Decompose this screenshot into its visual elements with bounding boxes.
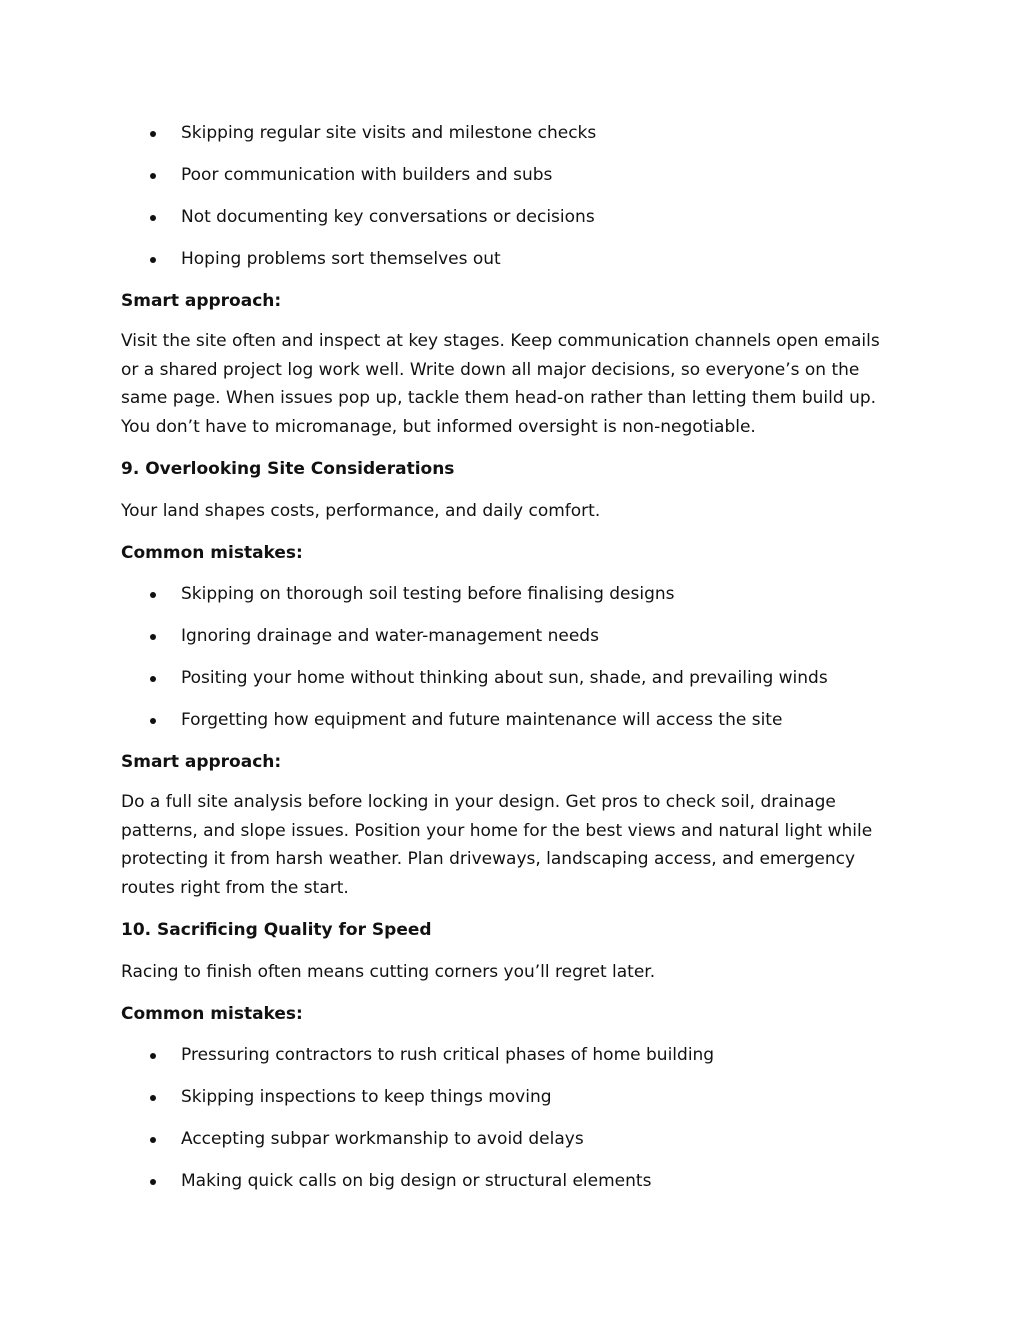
list-item-text: Poor communication with builders and subs: [181, 165, 553, 185]
bullet-icon: [150, 718, 156, 724]
bullet-icon: [150, 257, 156, 263]
list-item-text: Positing your home without thinking about sun, shade, and prevailing winds: [181, 668, 828, 688]
bullet-icon: [150, 131, 156, 137]
list-item-text: Skipping inspections to keep things moving: [181, 1087, 552, 1107]
list-item-text: Hoping problems sort themselves out: [181, 249, 501, 269]
common-mistakes-heading: Common mistakes:: [121, 1004, 303, 1024]
list-item-text: Not documenting key conversations or decisions: [181, 207, 595, 227]
list-item-text: Forgetting how equipment and future maintenance will access the site: [181, 710, 783, 730]
list-item-text: Ignoring drainage and water-management needs: [181, 626, 599, 646]
bullet-icon: [150, 215, 156, 221]
smart-approach-paragraph: Do a full site analysis before locking in your design. Get pros to check soil, drainage patterns, and slope issues. Position your home for the best views and natural light while protecting it from harsh weather. Plan driveways, landscaping access, and emergency routes right from the start.: [121, 792, 873, 898]
bullet-icon: [150, 1053, 156, 1059]
list-item-text: Pressuring contractors to rush critical phases of home building: [181, 1045, 715, 1065]
smart-approach-paragraph: Visit the site often and inspect at key stages. Keep communication channels open emails or a shared project log work well. Write down all major decisions, so everyone’s on the same page. When issues pop up, tackle them head-on rather than letting them build up. You don’t have to micromanage, but informed oversight is non-negotiable.: [121, 331, 880, 437]
list-item-text: Skipping on thorough soil testing before finalising designs: [181, 584, 675, 604]
section-heading: 9. Overlooking Site Considerations: [121, 459, 455, 479]
list-item-text: Skipping regular site visits and milestone checks: [181, 123, 597, 143]
bullet-icon: [150, 1179, 156, 1185]
bullet-icon: [150, 592, 156, 598]
bullet-icon: [150, 173, 156, 179]
list-item-text: Making quick calls on big design or structural elements: [181, 1171, 652, 1191]
common-mistakes-heading: Common mistakes:: [121, 543, 303, 563]
section-heading: 10. Sacrificing Quality for Speed: [121, 920, 432, 940]
bullet-icon: [150, 676, 156, 682]
smart-approach-heading: Smart approach:: [121, 291, 282, 311]
smart-approach-heading: Smart approach:: [121, 752, 282, 772]
section-intro: Your land shapes costs, performance, and daily comfort.: [121, 501, 601, 521]
bullet-icon: [150, 1095, 156, 1101]
bullet-icon: [150, 634, 156, 640]
list-item-text: Accepting subpar workmanship to avoid delays: [181, 1129, 584, 1149]
section-intro: Racing to finish often means cutting corners you’ll regret later.: [121, 962, 656, 982]
bullet-icon: [150, 1137, 156, 1143]
